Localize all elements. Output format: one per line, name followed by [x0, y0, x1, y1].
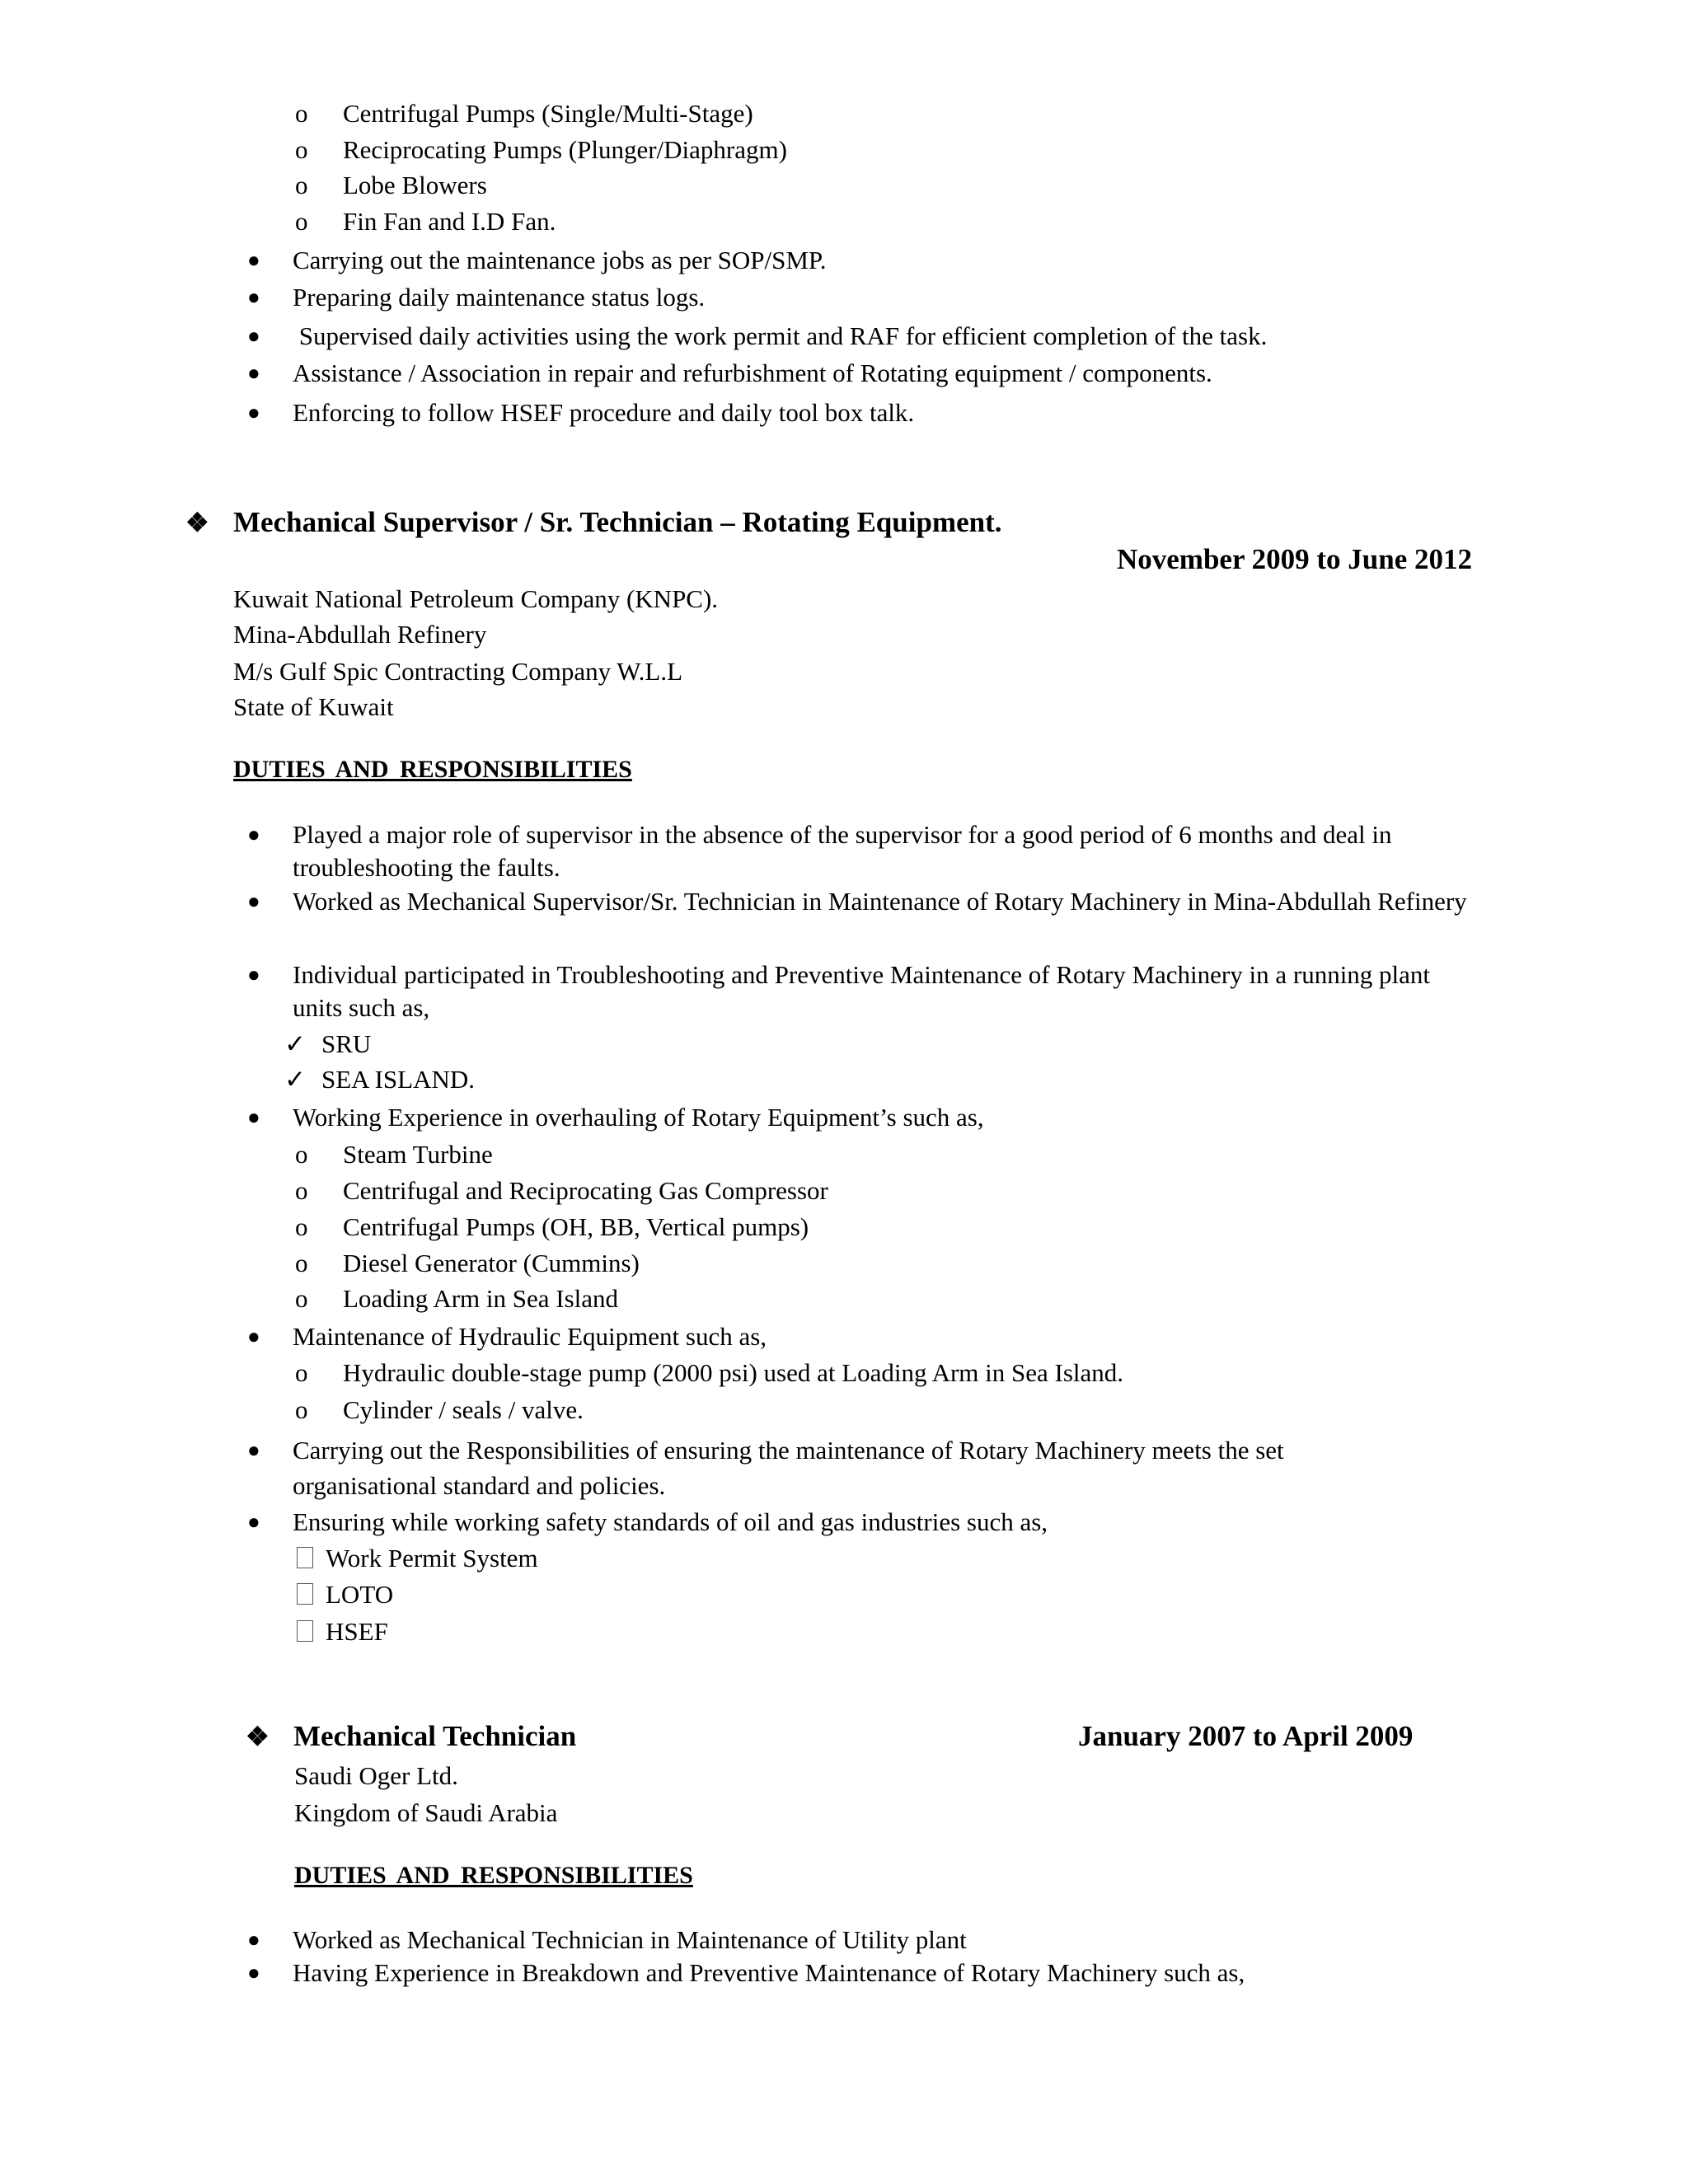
bullet-marker: ●	[247, 1961, 260, 1985]
company-line: Mina-Abdullah Refinery	[233, 620, 487, 649]
diamond-bullet-icon: ❖	[246, 1722, 270, 1751]
sub-list-item-text: Centrifugal Pumps (OH, BB, Vertical pumps)	[343, 1212, 809, 1241]
bullet-text: Assistance / Association in repair and refurbishment of Rotating equipment / components.	[293, 359, 1212, 387]
duties-heading: DUTIES AND RESPONSIBILITIES	[233, 756, 632, 783]
sub-list-item-text: Cylinder / seals / valve.	[343, 1395, 584, 1424]
sub-list-item-text: Reciprocating Pumps (Plunger/Diaphragm)	[343, 135, 787, 164]
duties-heading: DUTIES AND RESPONSIBILITIES	[294, 1862, 693, 1889]
sub-list-item-text: Hydraulic double-stage pump (2000 psi) used at Loading Arm in Sea Island.	[343, 1358, 1124, 1387]
company-line: Saudi Oger Ltd.	[294, 1761, 458, 1790]
bullet-marker: ●	[247, 248, 260, 272]
bullet-text: Maintenance of Hydraulic Equipment such as,	[293, 1322, 767, 1351]
sub-bullet-marker: o	[295, 99, 308, 128]
bullet-marker: ●	[247, 361, 260, 385]
bullet-marker: ●	[247, 1105, 260, 1129]
bullet-marker: ●	[247, 324, 260, 348]
box-item-text: LOTO	[326, 1580, 394, 1609]
company-line: Kuwait National Petroleum Company (KNPC).	[233, 584, 719, 613]
bullet-text: Having Experience in Breakdown and Preventive Maintenance of Rotary Machinery such as,	[293, 1958, 1245, 1987]
bullet-item	[247, 958, 1479, 1024]
job-dates: November 2009 to June 2012	[1117, 543, 1472, 575]
sub-list-item-text: Lobe Blowers	[343, 171, 487, 199]
bullet-text: Played a major role of supervisor in the absence of the supervisor for a good period of 6 months and deal in troubleshooting the faults.	[293, 820, 1392, 882]
square-box-icon	[297, 1620, 313, 1642]
sub-bullet-marker: o	[295, 1249, 308, 1277]
sub-bullet-marker: o	[295, 171, 308, 199]
sub-bullet-marker: o	[295, 1284, 308, 1313]
bullet-text: Working Experience in overhauling of Rotary Equipment’s such as,	[293, 1103, 984, 1132]
check-item-text: SEA ISLAND.	[321, 1065, 476, 1094]
company-line: State of Kuwait	[233, 692, 394, 721]
sub-bullet-marker: o	[295, 1140, 308, 1169]
bullet-marker: ●	[247, 889, 260, 913]
bullet-text: Carrying out the Responsibilities of ensuring the maintenance of Rotary Machinery meets the set organisational standard and policies.	[293, 1436, 1284, 1500]
bullet-text: Enforcing to follow HSEF procedure and daily tool box talk.	[293, 398, 915, 427]
checkmark-icon: ✓	[284, 1065, 306, 1094]
bullet-marker: ●	[247, 963, 260, 987]
bullet-marker: ●	[247, 1324, 260, 1348]
bullet-marker: ●	[247, 1510, 260, 1534]
sub-list-item-text: Steam Turbine	[343, 1140, 493, 1169]
square-box-icon	[297, 1583, 313, 1605]
sub-list-item-text: Centrifugal Pumps (Single/Multi-Stage)	[343, 99, 753, 128]
box-item-text: Work Permit System	[326, 1544, 538, 1572]
box-item-text: HSEF	[326, 1617, 388, 1646]
sub-bullet-marker: o	[295, 1358, 308, 1387]
check-item-text: SRU	[321, 1029, 372, 1058]
bullet-marker: ●	[247, 823, 260, 846]
bullet-text: Ensuring while working safety standards of oil and gas industries such as,	[293, 1507, 1048, 1536]
company-line: Kingdom of Saudi Arabia	[294, 1798, 558, 1827]
sub-bullet-marker: o	[295, 1395, 308, 1424]
bullet-marker: ●	[247, 285, 260, 309]
job-title: Mechanical Supervisor / Sr. Technician – Rotating Equipment.	[233, 506, 1002, 538]
bullet-marker: ●	[247, 1438, 260, 1462]
bullet-text: Individual participated in Troubleshooting and Preventive Maintenance of Rotary Machinery in a running plant units such as,	[293, 960, 1431, 1022]
sub-bullet-marker: o	[295, 207, 308, 236]
bullet-text: Preparing daily maintenance status logs.	[293, 283, 706, 312]
bullet-item	[247, 883, 1479, 919]
diamond-bullet-icon: ❖	[185, 508, 209, 537]
sub-list-item-text: Diesel Generator (Cummins)	[343, 1249, 640, 1277]
sub-list-item-text: Centrifugal and Reciprocating Gas Compressor	[343, 1176, 828, 1205]
square-box-icon	[297, 1547, 313, 1568]
bullet-text: Carrying out the maintenance jobs as per SOP/SMP.	[293, 246, 827, 274]
sub-list-item-text: Fin Fan and I.D Fan.	[343, 207, 556, 236]
job-dates: January 2007 to April 2009	[1078, 1720, 1414, 1752]
bullet-item	[247, 818, 1479, 884]
bullet-item	[247, 1432, 1381, 1503]
checkmark-icon: ✓	[284, 1029, 306, 1058]
sub-bullet-marker: o	[295, 135, 308, 164]
sub-bullet-marker: o	[295, 1176, 308, 1205]
bullet-text: Worked as Mechanical Technician in Maintenance of Utility plant	[293, 1925, 967, 1954]
company-line: M/s Gulf Spic Contracting Company W.L.L	[233, 657, 683, 686]
bullet-text: Worked as Mechanical Supervisor/Sr. Technician in Maintenance of Rotary Machinery in Mina-Abdullah Refinery	[293, 887, 1467, 916]
bullet-text: Supervised daily activities using the work permit and RAF for efficient completion of the task.	[293, 321, 1268, 350]
sub-bullet-marker: o	[295, 1212, 308, 1241]
bullet-marker: ●	[247, 1928, 260, 1952]
bullet-marker: ●	[247, 401, 260, 424]
job-title: Mechanical Technician	[293, 1720, 577, 1752]
sub-list-item-text: Loading Arm in Sea Island	[343, 1284, 619, 1313]
